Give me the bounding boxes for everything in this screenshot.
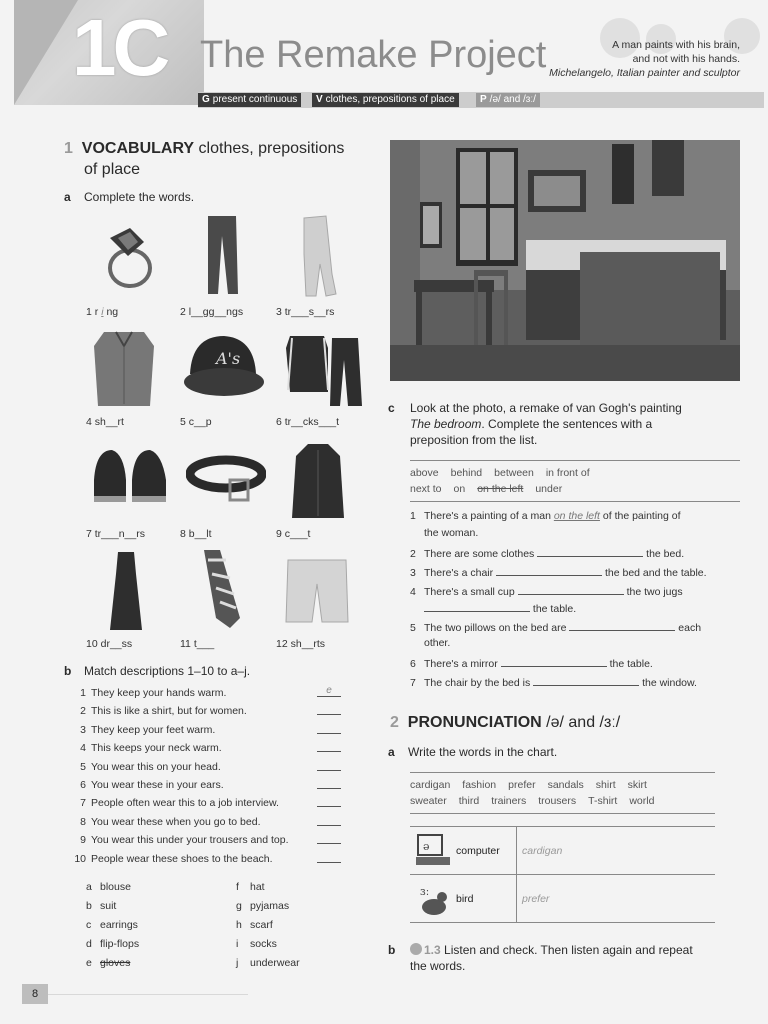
word-used: on the left xyxy=(477,483,524,495)
description-row: 10 People wear these shoes to the beach. xyxy=(72,850,362,868)
quote-author: Michelangelo, Italian painter and sculptor xyxy=(549,67,740,79)
word: fashion xyxy=(462,779,497,791)
tag-vocabulary: V clothes, prepositions of place xyxy=(312,93,459,107)
vocab-item-4: 4 sh__rt xyxy=(86,416,124,428)
word: next to xyxy=(410,483,442,495)
vocab-item-2: 2 l__gg__ngs xyxy=(180,306,244,318)
answer-blank[interactable] xyxy=(317,794,341,807)
answer-blank[interactable] xyxy=(317,758,341,771)
exercise-2b-instruction: b 1.3 Listen and check. Then listen again and repeat the words. xyxy=(388,943,693,973)
quote-line: A man paints with his brain, xyxy=(612,39,740,51)
vocab-item-12: 12 sh__rts xyxy=(276,638,326,650)
page-title: The Remake Project xyxy=(200,34,547,76)
preposition-sentences xyxy=(410,510,740,694)
answer-blank[interactable] xyxy=(317,721,341,734)
cap-icon xyxy=(180,330,264,408)
shorts-icon xyxy=(284,556,350,628)
description-row: 4 This keeps your neck warm. xyxy=(72,739,362,757)
answer-blank[interactable] xyxy=(317,813,341,826)
tracksuit-icon xyxy=(284,330,364,410)
exercise-1c-instruction: c Look at the photo, a remake of van Gogh's painting The bedroom. Complete the sentences with a preposition from the list. xyxy=(388,401,682,447)
sentence-7: 7 The chair by the bed is the window. xyxy=(410,677,697,689)
answer-blank[interactable] xyxy=(317,831,341,844)
answer-blank[interactable] xyxy=(518,584,624,595)
answer-options-left xyxy=(86,878,139,973)
section-heading-vocabulary: 1 VOCABULARY clothes, prepositions of place xyxy=(64,140,345,178)
answer-blank[interactable] xyxy=(317,702,341,715)
answer-blank[interactable] xyxy=(317,739,341,752)
word: trainers xyxy=(491,795,527,807)
word: cardigan xyxy=(410,779,451,791)
word: on xyxy=(453,483,466,495)
word: sandals xyxy=(547,779,584,791)
answer-blank[interactable] xyxy=(317,850,341,863)
page-number: 8 xyxy=(22,984,48,1004)
answer-options-right xyxy=(236,878,300,973)
sentence-2: 2 There are some clothes the bed. xyxy=(410,548,685,560)
word: prefer xyxy=(508,779,536,791)
sound-label: bird xyxy=(456,893,474,905)
word: skirt xyxy=(627,779,647,791)
answer-option: j underwear xyxy=(236,957,300,969)
chart-divider xyxy=(516,827,517,875)
belt-icon xyxy=(186,450,266,510)
answer-option: c earrings xyxy=(86,919,138,931)
sound-chart-row xyxy=(410,875,715,923)
shirt-icon xyxy=(90,326,158,410)
description-list xyxy=(72,684,362,868)
answer-blank[interactable] xyxy=(533,675,639,686)
sentence-4-cont: the table. xyxy=(410,601,740,620)
footer-line xyxy=(48,994,248,995)
sound-example[interactable]: cardigan xyxy=(522,845,563,857)
answer-option: b suit xyxy=(86,900,117,912)
sentence-1-cont: the woman. xyxy=(424,527,479,539)
word: world xyxy=(629,795,655,807)
sentence-4: 4 There's a small cup the two jugs xyxy=(410,586,683,598)
unit-number: 1C xyxy=(72,3,167,92)
sound-label: computer xyxy=(456,845,500,857)
exercise-1b-instruction: b Match descriptions 1–10 to a–j. xyxy=(64,664,251,678)
vocab-item-10: 10 dr__ss xyxy=(86,638,133,650)
ring-icon xyxy=(100,222,156,292)
word: behind xyxy=(450,467,483,479)
word: sweater xyxy=(410,795,447,807)
answer-blank[interactable] xyxy=(317,776,341,789)
answer-blank[interactable]: e xyxy=(317,684,341,697)
pronunciation-word-list xyxy=(410,772,715,814)
description-row: 8 You wear these when you go to bed. xyxy=(72,813,362,831)
section-heading-pronunciation: 2 PRONUNCIATION /ə/ and /ɜː/ xyxy=(390,714,621,731)
vocab-item-5: 5 c__p xyxy=(180,416,212,428)
sentence-5-cont: other. xyxy=(424,637,451,649)
word: in front of xyxy=(545,467,590,479)
exercise-2a-instruction: a Write the words in the chart. xyxy=(388,745,558,759)
answer-blank[interactable] xyxy=(569,620,675,631)
description-row: 2 This is like a shirt, but for women. xyxy=(72,702,362,720)
answer-option: a blouse xyxy=(86,881,131,893)
trousers-icon xyxy=(296,214,340,298)
vocab-item-9: 9 c___t xyxy=(276,528,311,540)
word: between xyxy=(494,467,534,479)
answer-blank[interactable] xyxy=(537,546,643,557)
answer-option: d flip-flops xyxy=(86,938,140,950)
audio-icon[interactable] xyxy=(410,943,422,955)
description-row: 9 You wear this under your trousers and top. xyxy=(72,831,362,849)
tag-grammar: G present continuous xyxy=(198,93,301,107)
sentence-5: 5 The two pillows on the bed are each xyxy=(410,622,702,634)
vocab-item-7: 7 tr___n__rs xyxy=(86,528,145,540)
answer-option: i socks xyxy=(236,938,277,950)
description-row: 5 You wear this on your head. xyxy=(72,758,362,776)
trainers-icon xyxy=(90,440,170,514)
leggings-icon xyxy=(200,214,244,298)
svg-text:ɜː: ɜː xyxy=(420,885,430,898)
quote-line: and not with his hands. xyxy=(632,53,740,65)
vocab-item-1: 1 r i ng xyxy=(86,306,119,318)
exercise-1a-instruction: a Complete the words. xyxy=(64,190,195,204)
answer-option-used: e gloves xyxy=(86,957,131,969)
description-row: 6 You wear these in your ears. xyxy=(72,776,362,794)
vocab-item-8: 8 b__lt xyxy=(180,528,212,540)
vocab-item-11: 11 t___ xyxy=(180,638,215,650)
answer-option: g pyjamas xyxy=(236,900,290,912)
answer-option: h scarf xyxy=(236,919,273,931)
answer-blank[interactable] xyxy=(424,601,530,612)
answer-blank[interactable] xyxy=(501,656,607,667)
description-row: 1 They keep your hands warm. e xyxy=(72,684,362,702)
vocab-item-3: 3 tr___s__rs xyxy=(276,306,335,318)
computer-icon xyxy=(414,833,454,871)
sound-chart xyxy=(410,826,715,923)
header-triangle xyxy=(14,0,78,105)
word: T-shirt xyxy=(588,795,618,807)
quote xyxy=(510,38,740,80)
word: above xyxy=(410,467,439,479)
vocab-item-6: 6 tr__cks___t xyxy=(276,416,340,428)
preposition-word-list xyxy=(410,460,740,502)
chart-divider xyxy=(516,875,517,923)
sentence-6: 6 There's a mirror the table. xyxy=(410,658,653,670)
answer-option: f hat xyxy=(236,881,265,893)
svg-text:ə: ə xyxy=(423,840,430,853)
answer-blank[interactable] xyxy=(496,565,602,576)
sentence-1: 1 There's a painting of a man on the left of the painting of xyxy=(410,510,681,522)
sound-chart-row xyxy=(410,827,715,875)
coat-icon xyxy=(290,440,346,522)
word: under xyxy=(535,483,563,495)
bedroom-photo xyxy=(390,140,740,381)
track-number: 1.3 xyxy=(424,943,441,957)
dress-icon xyxy=(106,550,146,632)
word: trousers xyxy=(538,795,577,807)
sound-example[interactable]: prefer xyxy=(522,893,550,905)
tie-icon xyxy=(196,548,246,630)
description-row: 7 People often wear this to a job interview. xyxy=(72,794,362,812)
tag-pronunciation: P /ə/ and /ɜː/ xyxy=(476,93,540,107)
word: third xyxy=(458,795,480,807)
bird-icon xyxy=(414,881,454,919)
word: shirt xyxy=(595,779,616,791)
svg-text:A's: A's xyxy=(216,349,241,368)
sentence-3: 3 There's a chair the bed and the table. xyxy=(410,567,707,579)
description-row: 3 They keep your feet warm. xyxy=(72,721,362,739)
